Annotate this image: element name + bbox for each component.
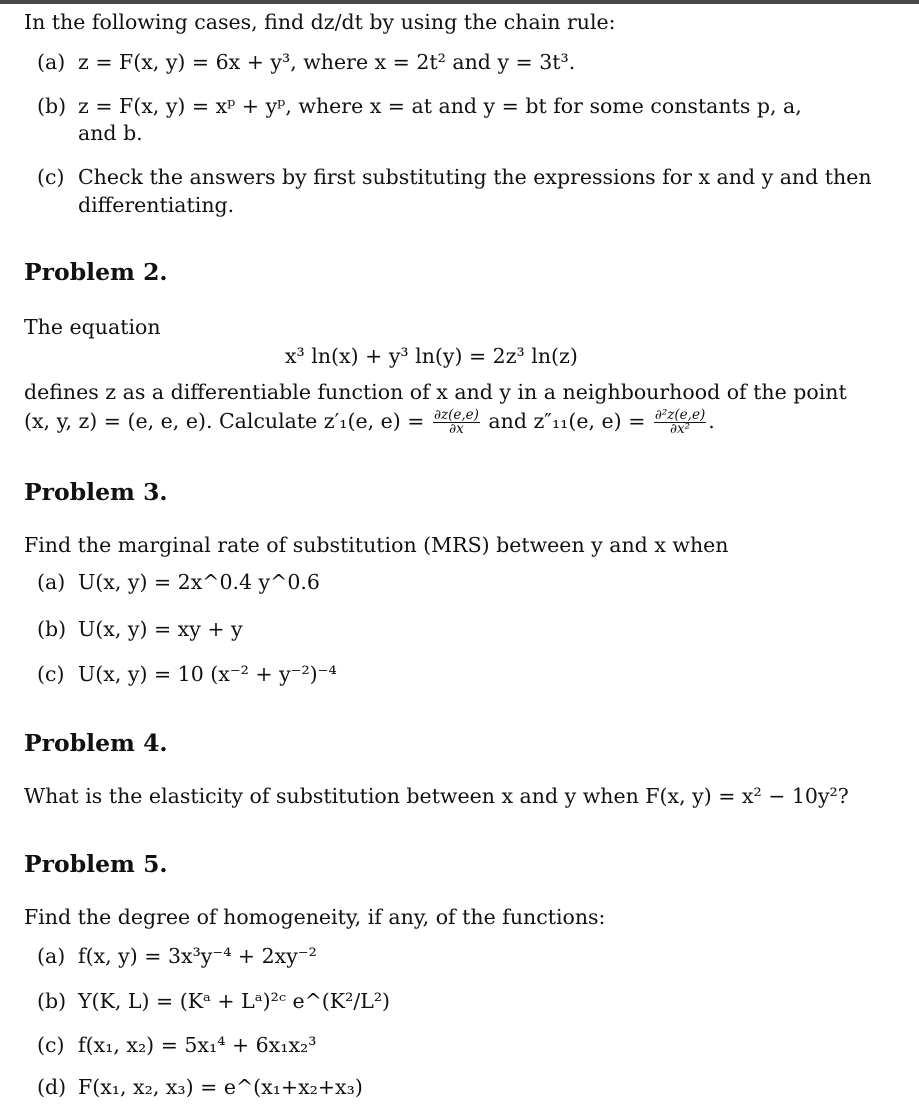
p2-text-2b: and z″₁₁(e, e) =	[488, 409, 646, 433]
p2-frac1-denominator: ∂x	[449, 421, 464, 437]
p5-title: Problem 5.	[24, 850, 168, 878]
p2-lead: The equation	[24, 315, 161, 339]
p2-frac2-numerator: ∂²z(e,e)	[654, 407, 706, 423]
p1-item-a-label: (a)	[37, 50, 66, 74]
p3-item-b-math: U(x, y) = xy + y	[78, 617, 243, 641]
p2-frac2-denominator: ∂x²	[670, 421, 691, 437]
p2-text-2c: .	[708, 409, 715, 433]
p2-text-line2	[24, 407, 715, 436]
p3-item-a-math: U(x, y) = 2x^0.4 y^0.6	[78, 570, 320, 594]
p2-frac1-numerator: ∂z(e,e)	[433, 407, 479, 423]
p3-title: Problem 3.	[24, 478, 168, 506]
p5-item-c-math: f(x₁, x₂) = 5x₁⁴ + 6x₁x₂³	[78, 1033, 317, 1057]
p2-equation: x³ ln(x) + y³ ln(y) = 2z³ ln(z)	[285, 344, 578, 368]
p3-item-a-label: (a)	[37, 570, 66, 594]
p5-item-d-label: (d)	[37, 1075, 67, 1099]
p1-item-b-math-line1: z = F(x, y) = xᵖ + yᵖ, where x = at and y = bt for some constants p, a,	[78, 94, 802, 118]
top-border	[0, 0, 919, 4]
p2-text-2a: (x, y, z) = (e, e, e). Calculate z′₁(e, e) =	[24, 409, 425, 433]
intro-text: In the following cases, find dz/dt by using the chain rule:	[24, 10, 616, 34]
p5-item-d-math: F(x₁, x₂, x₃) = e^(x₁+x₂+x₃)	[78, 1075, 363, 1099]
p1-item-b-math-line2: and b.	[78, 121, 143, 145]
p2-fraction-d2z-dx2	[654, 409, 706, 436]
p2-text-line1: defines z as a differentiable function of x and y in a neighbourhood of the point	[24, 380, 847, 404]
p5-item-c-label: (c)	[37, 1033, 65, 1057]
p4-title: Problem 4.	[24, 729, 168, 757]
p5-item-b-math: Y(K, L) = (Kᵃ + Lᵃ)²ᶜ e^(K²/L²)	[78, 989, 391, 1013]
p1-item-c-text-line1: Check the answers by first substituting the expressions for x and y and then	[78, 165, 872, 189]
p2-fraction-dz-dx	[433, 409, 480, 436]
p5-item-a-label: (a)	[37, 944, 66, 968]
p5-item-b-label: (b)	[37, 989, 67, 1013]
p3-item-b-label: (b)	[37, 617, 67, 641]
p1-item-b-label: (b)	[37, 94, 67, 118]
p3-lead: Find the marginal rate of substitution (MRS) between y and x when	[24, 533, 729, 557]
p1-item-a-math: z = F(x, y) = 6x + y³, where x = 2t² and y = 3t³.	[78, 50, 576, 74]
p3-item-c-label: (c)	[37, 662, 65, 686]
p5-lead: Find the degree of homogeneity, if any, of the functions:	[24, 905, 606, 929]
p2-title: Problem 2.	[24, 258, 168, 286]
p4-text: What is the elasticity of substitution between x and y when F(x, y) = x² − 10y²?	[24, 784, 849, 808]
p5-item-a-math: f(x, y) = 3x³y⁻⁴ + 2xy⁻²	[78, 944, 317, 968]
p1-item-c-text-line2: differentiating.	[78, 193, 235, 217]
p3-item-c-math: U(x, y) = 10 (x⁻² + y⁻²)⁻⁴	[78, 662, 337, 686]
p1-item-c-label: (c)	[37, 165, 65, 189]
